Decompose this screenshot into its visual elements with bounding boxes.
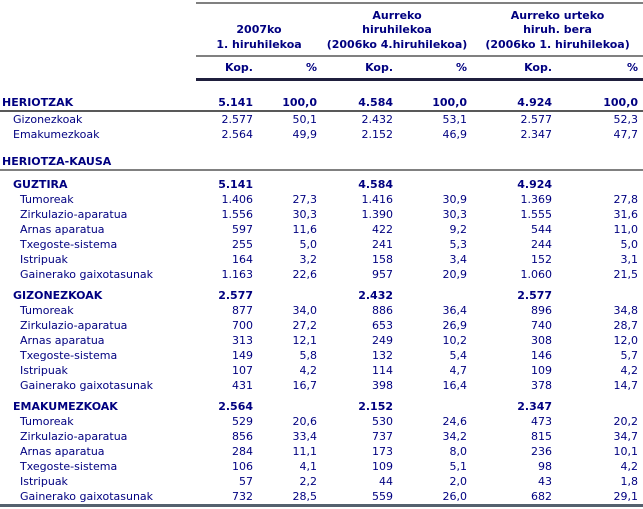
table-row-gizonezkoak xyxy=(0,111,643,127)
cell-kop xyxy=(196,142,258,170)
col-group-title: Aurreko hiruhilekoa xyxy=(362,9,432,36)
cell-pct: 52,3 xyxy=(613,113,639,126)
cell-kop: 44 xyxy=(379,475,394,488)
cell-pct xyxy=(398,170,472,192)
table-row-gainerako-gaixotasunak xyxy=(0,267,643,282)
cell-pct xyxy=(258,142,322,170)
cell-kop: 2.577 xyxy=(520,113,553,126)
table-row-tumoreak xyxy=(0,414,643,429)
cell-pct: 27,2 xyxy=(292,319,318,332)
cell-pct: 3,2 xyxy=(299,253,318,266)
table-row-arnas-aparatua xyxy=(0,444,643,459)
cell-pct: 34,2 xyxy=(442,430,468,443)
cell-pct: 2,0 xyxy=(449,475,468,488)
cell-kop: 4.584 xyxy=(358,178,394,191)
row-label: Tumoreak xyxy=(20,193,74,206)
cell-pct xyxy=(398,282,472,303)
cell-kop: 682 xyxy=(531,490,553,503)
cell-pct: 100,0 xyxy=(398,80,472,112)
cell-pct: 29,1 xyxy=(613,490,639,503)
cell-pct xyxy=(557,142,643,170)
cell-pct: 4,7 xyxy=(449,364,468,377)
row-label: Zirkulazio-aparatua xyxy=(20,319,128,332)
cell-pct: 34,0 xyxy=(292,304,318,317)
row-label: Istripuak xyxy=(20,253,68,266)
cell-pct: 12,1 xyxy=(292,334,318,347)
cell-pct: 30,3 xyxy=(442,208,468,221)
cell-pct: 36,4 xyxy=(442,304,468,317)
cell-pct: 10,2 xyxy=(442,334,468,347)
cell-pct: 47,7 xyxy=(613,128,639,141)
cell-pct xyxy=(557,393,643,414)
cell-pct: 100,0 xyxy=(557,80,643,112)
cell-pct: 16,7 xyxy=(292,379,318,392)
cell-pct: 30,3 xyxy=(292,208,318,221)
cell-kop: 431 xyxy=(232,379,253,392)
cell-pct: 5,8 xyxy=(299,349,318,362)
cell-kop: 43 xyxy=(538,475,553,488)
row-label: Istripuak xyxy=(20,364,68,377)
cell-pct: 4,2 xyxy=(620,460,639,473)
col-group-subtitle: 1. hiruhilekoa xyxy=(216,38,302,51)
table-row-istripuak xyxy=(0,363,643,378)
cell-kop: 5.141 xyxy=(196,80,258,112)
table-row-tumoreak xyxy=(0,192,643,207)
cell-kop: 4.924 xyxy=(472,80,557,112)
table-row-emakumezkoak xyxy=(0,393,643,414)
cell-kop: 114 xyxy=(372,364,394,377)
cell-pct: 3,1 xyxy=(620,253,639,266)
cell-kop: 398 xyxy=(372,379,394,392)
cell-kop: 530 xyxy=(372,415,394,428)
cell-kop: 2.432 xyxy=(358,289,394,302)
table-row-tumoreak xyxy=(0,303,643,318)
cell-kop: 109 xyxy=(372,460,394,473)
cell-pct: 9,2 xyxy=(449,223,468,236)
cell-kop: 473 xyxy=(531,415,553,428)
row-label: Txegoste-sistema xyxy=(20,460,118,473)
cell-pct: 5,7 xyxy=(620,349,639,362)
cell-pct: 28,7 xyxy=(613,319,639,332)
subheader-pct-1: % xyxy=(258,56,322,80)
row-label: HERIOTZA-KAUSA xyxy=(0,142,196,170)
cell-kop: 856 xyxy=(232,430,253,443)
table-row-txegoste-sistema xyxy=(0,348,643,363)
cell-pct xyxy=(258,170,322,192)
col-group-title: 2007ko xyxy=(236,23,282,36)
cell-kop: 815 xyxy=(531,430,553,443)
cell-kop: 653 xyxy=(372,319,394,332)
cell-pct: 24,6 xyxy=(442,415,468,428)
mortality-statistics-page xyxy=(0,2,643,509)
cell-kop: 1.416 xyxy=(361,193,394,206)
row-label: Arnas aparatua xyxy=(20,223,105,236)
cell-pct: 14,7 xyxy=(613,379,639,392)
cell-kop: 5.141 xyxy=(218,178,253,191)
cell-pct: 10,1 xyxy=(613,445,639,458)
cell-kop: 241 xyxy=(372,238,394,251)
cell-pct: 20,2 xyxy=(613,415,639,428)
cell-pct: 26,0 xyxy=(442,490,468,503)
cell-kop: 308 xyxy=(531,334,553,347)
row-label: GUZTIRA xyxy=(13,178,68,191)
table-header xyxy=(0,3,643,80)
cell-pct: 12,0 xyxy=(613,334,639,347)
cell-pct: 53,1 xyxy=(442,113,468,126)
cell-pct: 49,9 xyxy=(292,128,318,141)
row-label: Gainerako gaixotasunak xyxy=(20,490,154,503)
cell-pct: 28,5 xyxy=(292,490,318,503)
table-row-txegoste-sistema xyxy=(0,237,643,252)
cell-kop: 1.163 xyxy=(221,268,253,281)
table-row-zirkulazio-aparatua xyxy=(0,207,643,222)
cell-pct: 5,1 xyxy=(449,460,468,473)
table-row-guztira xyxy=(0,170,643,192)
row-label: Arnas aparatua xyxy=(20,445,105,458)
cell-kop: 700 xyxy=(232,319,253,332)
row-label: Zirkulazio-aparatua xyxy=(20,430,128,443)
cell-pct: 3,4 xyxy=(449,253,468,266)
col-group-2007-q1 xyxy=(196,3,322,56)
cell-pct xyxy=(557,282,643,303)
cell-pct xyxy=(398,393,472,414)
cell-pct: 8,0 xyxy=(449,445,468,458)
cell-kop: 313 xyxy=(232,334,253,347)
subheader-kop-2: Kop. xyxy=(322,56,398,80)
cell-kop: 1.406 xyxy=(221,193,253,206)
table-row-txegoste-sistema xyxy=(0,459,643,474)
cell-kop: 886 xyxy=(372,304,394,317)
cell-pct: 34,8 xyxy=(613,304,639,317)
row-label: HERIOTZAK xyxy=(0,80,196,112)
cell-pct: 2,2 xyxy=(299,475,318,488)
row-label: Emakumezkoak xyxy=(13,128,100,141)
cell-pct: 100,0 xyxy=(258,80,322,112)
cell-kop: 737 xyxy=(372,430,394,443)
cell-kop: 132 xyxy=(372,349,394,362)
row-label: EMAKUMEZKOAK xyxy=(13,400,118,413)
cell-kop: 146 xyxy=(531,349,553,362)
cell-kop: 4.924 xyxy=(517,178,553,191)
cell-kop: 2.564 xyxy=(218,400,253,413)
cell-pct: 4,2 xyxy=(299,364,318,377)
row-label: Txegoste-sistema xyxy=(20,238,118,251)
cell-kop: 2.152 xyxy=(358,400,394,413)
table-row-arnas-aparatua xyxy=(0,333,643,348)
row-label: Tumoreak xyxy=(20,415,74,428)
cell-kop: 236 xyxy=(531,445,553,458)
cell-pct: 11,6 xyxy=(292,223,318,236)
cell-pct: 33,4 xyxy=(292,430,318,443)
cell-pct: 21,5 xyxy=(613,268,639,281)
cell-kop: 740 xyxy=(531,319,553,332)
subheader-pct-2: % xyxy=(398,56,472,80)
cell-kop: 106 xyxy=(232,460,253,473)
cell-kop: 732 xyxy=(232,490,253,503)
cell-pct: 20,6 xyxy=(292,415,318,428)
cell-kop: 249 xyxy=(372,334,394,347)
cell-kop: 2.577 xyxy=(221,113,253,126)
cell-pct: 27,8 xyxy=(613,193,639,206)
cell-kop: 4.584 xyxy=(322,80,398,112)
col-group-same-quarter-prev-year xyxy=(472,3,643,56)
cell-kop: 1.390 xyxy=(361,208,394,221)
cell-kop: 544 xyxy=(531,223,553,236)
cell-kop: 109 xyxy=(531,364,553,377)
cell-pct: 4,1 xyxy=(299,460,318,473)
table-row-istripuak xyxy=(0,474,643,489)
cell-kop: 1.060 xyxy=(520,268,553,281)
cell-kop: 2.152 xyxy=(361,128,394,141)
cell-kop: 98 xyxy=(538,460,553,473)
cell-kop: 378 xyxy=(531,379,553,392)
cell-kop: 1.369 xyxy=(520,193,553,206)
cell-kop: 896 xyxy=(531,304,553,317)
cell-kop: 422 xyxy=(372,223,394,236)
cell-pct: 31,6 xyxy=(613,208,639,221)
cell-kop: 255 xyxy=(232,238,253,251)
cell-kop: 284 xyxy=(232,445,253,458)
cell-pct: 46,9 xyxy=(442,128,468,141)
cell-pct: 16,4 xyxy=(442,379,468,392)
cell-kop: 164 xyxy=(232,253,253,266)
cell-kop: 1.556 xyxy=(221,208,253,221)
cell-pct: 22,6 xyxy=(292,268,318,281)
cell-pct: 34,7 xyxy=(613,430,639,443)
cell-kop: 877 xyxy=(232,304,253,317)
cell-kop: 57 xyxy=(239,475,253,488)
cell-pct: 30,9 xyxy=(442,193,468,206)
cell-pct xyxy=(258,282,322,303)
table-row-arnas-aparatua xyxy=(0,222,643,237)
row-label: Tumoreak xyxy=(20,304,74,317)
cell-kop xyxy=(322,142,398,170)
cell-pct xyxy=(258,393,322,414)
table-row-gizonezkoak xyxy=(0,282,643,303)
cell-kop: 173 xyxy=(372,445,394,458)
cell-pct: 5,4 xyxy=(449,349,468,362)
row-label: GIZONEZKOAK xyxy=(13,289,103,302)
table-row-emakumezkoak xyxy=(0,127,643,142)
sub-header-row xyxy=(0,56,643,80)
subheader-kop-3: Kop. xyxy=(472,56,557,80)
cell-kop: 559 xyxy=(372,490,394,503)
row-label: Gainerako gaixotasunak xyxy=(20,268,154,281)
row-label: Zirkulazio-aparatua xyxy=(20,208,128,221)
cell-pct: 1,8 xyxy=(620,475,639,488)
table-body xyxy=(0,80,643,506)
table-row-heriotzak xyxy=(0,80,643,112)
cell-pct: 5,0 xyxy=(299,238,318,251)
subheader-kop-1: Kop. xyxy=(196,56,258,80)
column-group-header-row xyxy=(0,3,643,56)
cell-kop: 597 xyxy=(232,223,253,236)
mortality-table xyxy=(0,2,643,507)
col-group-subtitle: (2006ko 4.hiruhilekoa) xyxy=(326,38,468,51)
cell-kop: 2.347 xyxy=(520,128,553,141)
cell-kop: 2.432 xyxy=(361,113,394,126)
cell-pct: 27,3 xyxy=(292,193,318,206)
row-label: Txegoste-sistema xyxy=(20,349,118,362)
corner-cell xyxy=(0,56,196,80)
cell-pct: 11,1 xyxy=(292,445,318,458)
cell-pct xyxy=(557,170,643,192)
cell-kop: 149 xyxy=(232,349,253,362)
cell-kop: 244 xyxy=(531,238,553,251)
cell-pct: 5,0 xyxy=(620,238,639,251)
cell-kop: 2.564 xyxy=(221,128,253,141)
cell-kop: 152 xyxy=(531,253,553,266)
table-row-zirkulazio-aparatua xyxy=(0,429,643,444)
cell-pct: 26,9 xyxy=(442,319,468,332)
row-label: Arnas aparatua xyxy=(20,334,105,347)
cell-pct: 4,2 xyxy=(620,364,639,377)
cell-kop: 2.577 xyxy=(517,289,553,302)
col-group-subtitle: (2006ko 1. hiruhilekoa) xyxy=(485,38,630,51)
table-row-heriotza-kausa xyxy=(0,142,643,170)
col-group-title: Aurreko urteko hiruh. bera xyxy=(510,9,605,36)
table-row-gainerako-gaixotasunak xyxy=(0,378,643,393)
cell-pct xyxy=(398,142,472,170)
cell-pct: 20,9 xyxy=(442,268,468,281)
cell-pct: 11,0 xyxy=(613,223,639,236)
cell-kop: 2.347 xyxy=(517,400,553,413)
cell-kop: 107 xyxy=(232,364,253,377)
subheader-pct-3: % xyxy=(557,56,643,80)
row-label: Istripuak xyxy=(20,475,68,488)
cell-kop: 158 xyxy=(372,253,394,266)
cell-kop: 529 xyxy=(232,415,253,428)
corner-cell xyxy=(0,3,196,56)
cell-kop xyxy=(472,142,557,170)
row-label: Gainerako gaixotasunak xyxy=(20,379,154,392)
cell-pct: 50,1 xyxy=(292,113,318,126)
table-row-istripuak xyxy=(0,252,643,267)
cell-pct: 5,3 xyxy=(449,238,468,251)
cell-kop: 2.577 xyxy=(218,289,253,302)
col-group-previous-quarter xyxy=(322,3,472,56)
cell-kop: 957 xyxy=(372,268,394,281)
row-label: Gizonezkoak xyxy=(13,113,83,126)
cell-kop: 1.555 xyxy=(520,208,553,221)
table-row-zirkulazio-aparatua xyxy=(0,318,643,333)
table-row-gainerako-gaixotasunak xyxy=(0,489,643,506)
